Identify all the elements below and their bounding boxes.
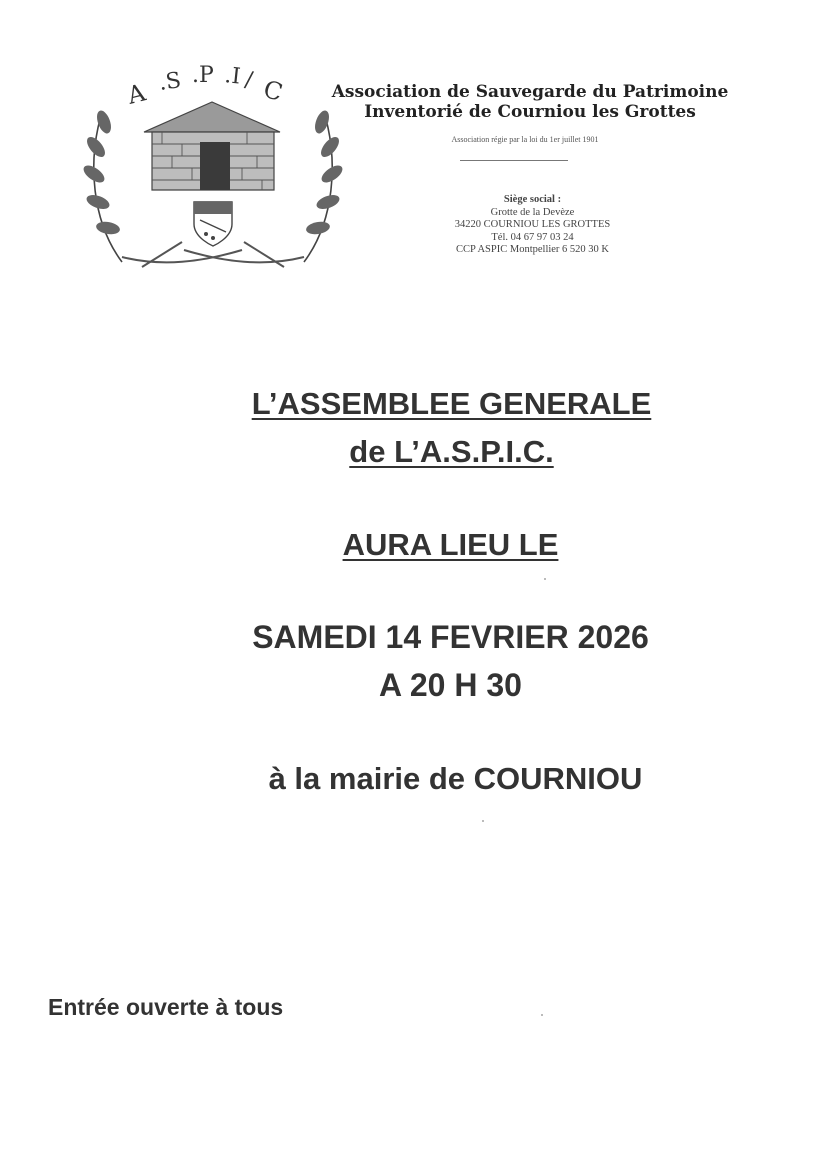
legal-note: Association régie par la loi du 1er juillet 1901 <box>451 135 599 144</box>
entry-note: Entrée ouverte à tous <box>48 994 284 1020</box>
svg-text:A: A <box>124 78 149 110</box>
association-name <box>300 82 760 122</box>
announcement-subtitle-text: AURA LIEU LE <box>342 527 559 562</box>
svg-text:C: C <box>260 74 286 107</box>
event-time: A 20 H 30 <box>379 667 522 703</box>
svg-text:.I: .I <box>223 63 242 90</box>
head-office-phone: Tél. 04 67 97 03 24 <box>491 231 574 243</box>
svg-text:.S: .S <box>157 68 183 96</box>
head-office-title: Siège social : <box>503 194 562 205</box>
svg-text:/: / <box>242 67 255 94</box>
scan-speck <box>544 578 546 580</box>
scan-speck <box>482 820 484 822</box>
head-office-line1: Grotte de la Devèze <box>490 206 575 218</box>
scan-speck <box>541 1014 543 1016</box>
announcement-subtitle <box>37 527 827 563</box>
head-office-line2: 34220 COURNIOU LES GROTTES <box>454 219 611 230</box>
head-office-ccp: CCP ASPIC Montpellier 6 520 30 K <box>455 244 610 255</box>
event-place: à la mairie de COURNIOU <box>268 761 643 796</box>
head-office-address <box>425 194 640 257</box>
association-name-line2: Inventorié de Courniou les Grottes <box>364 102 696 122</box>
announcement-title-line1-text: L’ASSEMBLEE GENERALE <box>251 386 652 421</box>
announcement-title-line2-text: de L’A.S.P.I.C. <box>349 434 554 469</box>
svg-text:.P: .P <box>192 63 214 88</box>
announcement-title-line2 <box>38 434 827 470</box>
association-name-line1: Association de Sauvegarde du Patrimoine <box>331 82 729 102</box>
announcement-title-line1 <box>38 386 827 422</box>
event-date: SAMEDI 14 FEVRIER 2026 <box>252 619 649 655</box>
header-divider <box>460 160 568 161</box>
